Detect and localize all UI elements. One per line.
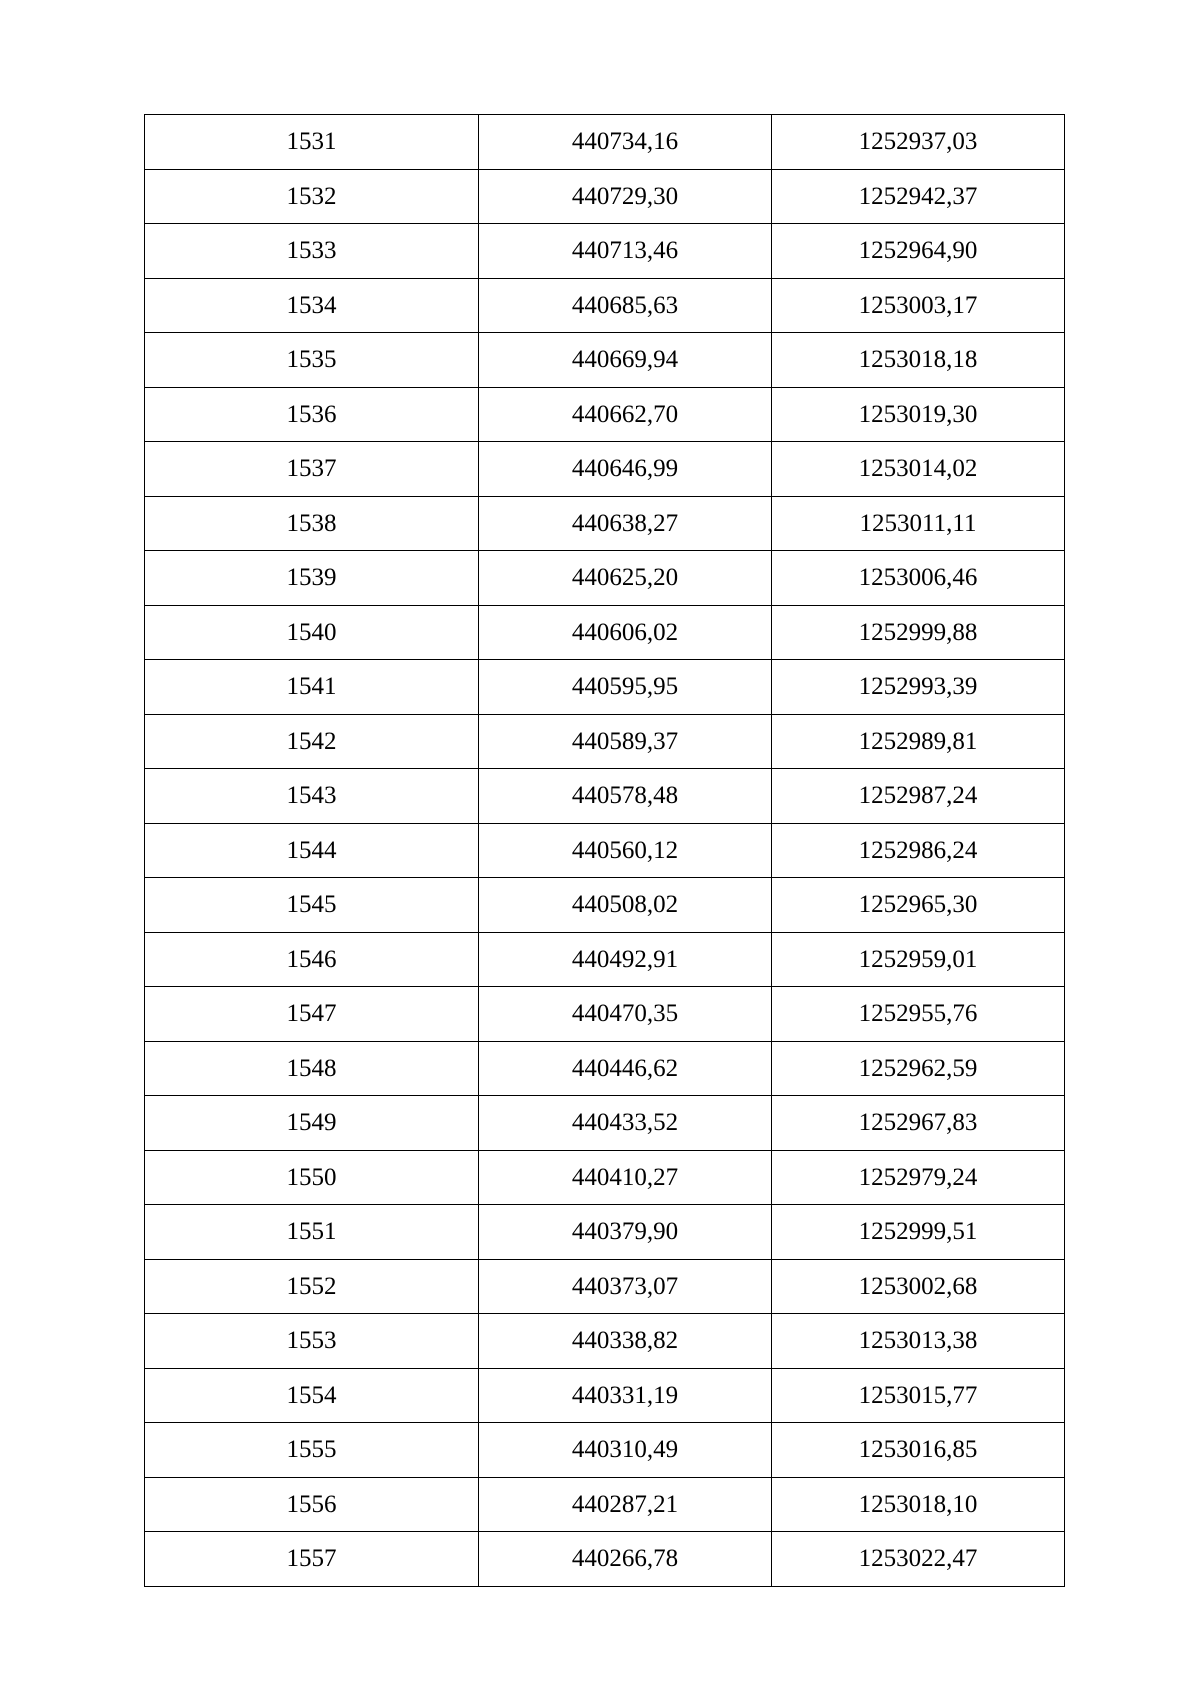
table-row [145,551,1065,606]
point-number-cell: 1544 [145,823,479,878]
point-number-cell: 1553 [145,1314,479,1369]
table-row [145,442,1065,497]
table-row [145,1532,1065,1587]
table-row [145,224,1065,279]
table-row [145,660,1065,715]
y-coordinate-cell: 1253011,11 [772,496,1065,551]
table-row [145,1477,1065,1532]
y-coordinate-cell: 1253013,38 [772,1314,1065,1369]
x-coordinate-cell: 440662,70 [479,387,772,442]
y-coordinate-cell: 1252993,39 [772,660,1065,715]
table-row [145,987,1065,1042]
x-coordinate-cell: 440470,35 [479,987,772,1042]
y-coordinate-cell: 1253006,46 [772,551,1065,606]
x-coordinate-cell: 440638,27 [479,496,772,551]
point-number-cell: 1549 [145,1096,479,1151]
table-row [145,1096,1065,1151]
y-coordinate-cell: 1253018,18 [772,333,1065,388]
y-coordinate-cell: 1253002,68 [772,1259,1065,1314]
y-coordinate-cell: 1253022,47 [772,1532,1065,1587]
point-number-cell: 1542 [145,714,479,769]
x-coordinate-cell: 440729,30 [479,169,772,224]
x-coordinate-cell: 440560,12 [479,823,772,878]
y-coordinate-cell: 1252979,24 [772,1150,1065,1205]
table-row [145,878,1065,933]
y-coordinate-cell: 1252962,59 [772,1041,1065,1096]
x-coordinate-cell: 440578,48 [479,769,772,824]
point-number-cell: 1550 [145,1150,479,1205]
y-coordinate-cell: 1253019,30 [772,387,1065,442]
x-coordinate-cell: 440589,37 [479,714,772,769]
table-row [145,1259,1065,1314]
y-coordinate-cell: 1253014,02 [772,442,1065,497]
table-row [145,714,1065,769]
point-number-cell: 1535 [145,333,479,388]
table-row [145,1150,1065,1205]
y-coordinate-cell: 1252989,81 [772,714,1065,769]
y-coordinate-cell: 1253018,10 [772,1477,1065,1532]
point-number-cell: 1538 [145,496,479,551]
y-coordinate-cell: 1252959,01 [772,932,1065,987]
point-number-cell: 1537 [145,442,479,497]
x-coordinate-cell: 440433,52 [479,1096,772,1151]
point-number-cell: 1552 [145,1259,479,1314]
y-coordinate-cell: 1253003,17 [772,278,1065,333]
y-coordinate-cell: 1252942,37 [772,169,1065,224]
point-number-cell: 1557 [145,1532,479,1587]
x-coordinate-cell: 440685,63 [479,278,772,333]
y-coordinate-cell: 1253016,85 [772,1423,1065,1478]
table-row [145,387,1065,442]
table-row [145,1205,1065,1260]
table-row [145,932,1065,987]
table-row [145,496,1065,551]
table-row [145,115,1065,170]
table-row [145,169,1065,224]
x-coordinate-cell: 440595,95 [479,660,772,715]
x-coordinate-cell: 440266,78 [479,1532,772,1587]
point-number-cell: 1531 [145,115,479,170]
point-number-cell: 1543 [145,769,479,824]
y-coordinate-cell: 1252999,88 [772,605,1065,660]
x-coordinate-cell: 440713,46 [479,224,772,279]
point-number-cell: 1533 [145,224,479,279]
x-coordinate-cell: 440310,49 [479,1423,772,1478]
point-number-cell: 1548 [145,1041,479,1096]
y-coordinate-cell: 1252999,51 [772,1205,1065,1260]
table-row [145,333,1065,388]
table-row [145,1041,1065,1096]
x-coordinate-cell: 440625,20 [479,551,772,606]
point-number-cell: 1541 [145,660,479,715]
x-coordinate-cell: 440508,02 [479,878,772,933]
y-coordinate-cell: 1252965,30 [772,878,1065,933]
point-number-cell: 1555 [145,1423,479,1478]
point-number-cell: 1536 [145,387,479,442]
point-number-cell: 1534 [145,278,479,333]
table-row [145,605,1065,660]
table-row [145,278,1065,333]
point-number-cell: 1539 [145,551,479,606]
point-number-cell: 1532 [145,169,479,224]
x-coordinate-cell: 440606,02 [479,605,772,660]
y-coordinate-cell: 1253015,77 [772,1368,1065,1423]
coordinates-table-body [145,115,1065,1587]
x-coordinate-cell: 440669,94 [479,333,772,388]
coordinates-table [144,114,1065,1587]
point-number-cell: 1551 [145,1205,479,1260]
point-number-cell: 1546 [145,932,479,987]
point-number-cell: 1540 [145,605,479,660]
x-coordinate-cell: 440646,99 [479,442,772,497]
y-coordinate-cell: 1252987,24 [772,769,1065,824]
x-coordinate-cell: 440492,91 [479,932,772,987]
point-number-cell: 1545 [145,878,479,933]
y-coordinate-cell: 1252955,76 [772,987,1065,1042]
table-row [145,1368,1065,1423]
x-coordinate-cell: 440379,90 [479,1205,772,1260]
y-coordinate-cell: 1252986,24 [772,823,1065,878]
x-coordinate-cell: 440446,62 [479,1041,772,1096]
y-coordinate-cell: 1252964,90 [772,224,1065,279]
y-coordinate-cell: 1252937,03 [772,115,1065,170]
point-number-cell: 1547 [145,987,479,1042]
table-row [145,769,1065,824]
table-row [145,823,1065,878]
table-row [145,1314,1065,1369]
x-coordinate-cell: 440338,82 [479,1314,772,1369]
x-coordinate-cell: 440734,16 [479,115,772,170]
x-coordinate-cell: 440331,19 [479,1368,772,1423]
y-coordinate-cell: 1252967,83 [772,1096,1065,1151]
x-coordinate-cell: 440287,21 [479,1477,772,1532]
x-coordinate-cell: 440410,27 [479,1150,772,1205]
table-row [145,1423,1065,1478]
point-number-cell: 1554 [145,1368,479,1423]
x-coordinate-cell: 440373,07 [479,1259,772,1314]
point-number-cell: 1556 [145,1477,479,1532]
